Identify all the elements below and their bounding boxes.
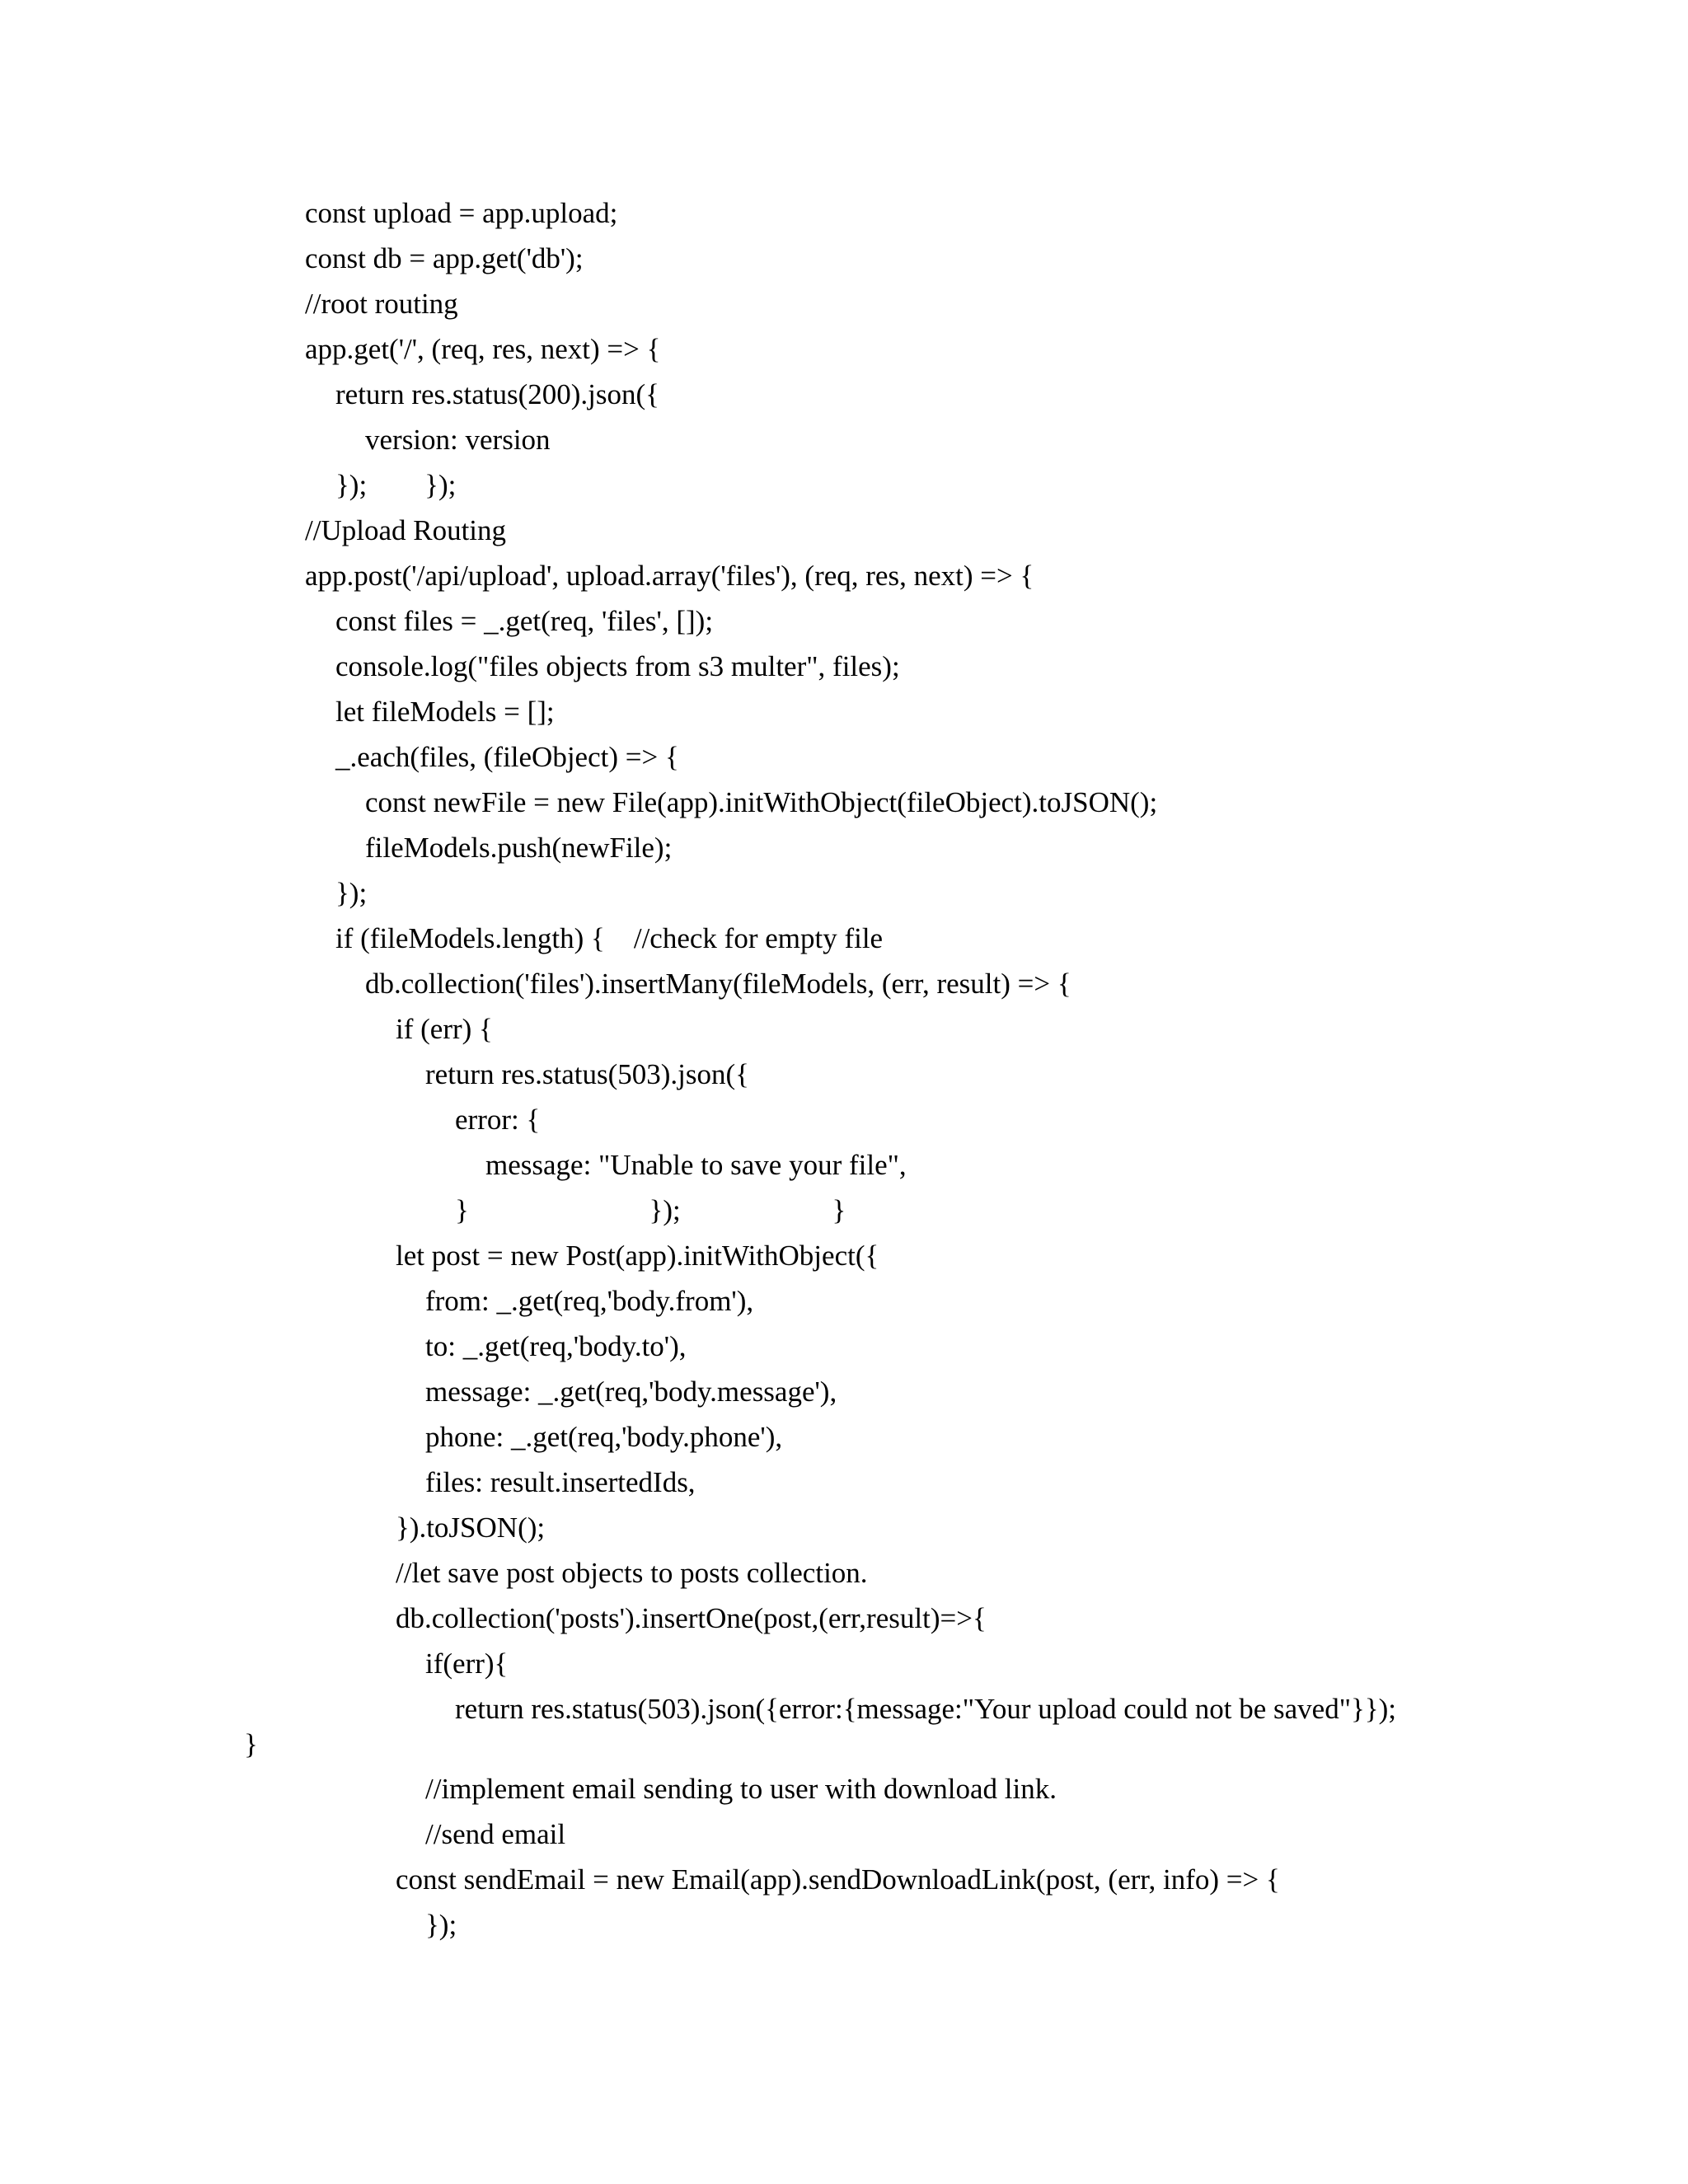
code-line: phone: _.get(req,'body.phone'), xyxy=(425,1421,783,1453)
code-line: app.get('/', (req, res, next) => { xyxy=(305,333,661,365)
code-line: } }); } xyxy=(455,1194,846,1226)
code-line: version: version xyxy=(365,424,551,456)
code-line: error: { xyxy=(455,1104,541,1136)
code-line: if(err){ xyxy=(425,1647,509,1680)
code-line: }); }); xyxy=(335,469,457,501)
code-line: const files = _.get(req, 'files', []); xyxy=(335,605,714,637)
code-line: }).toJSON(); xyxy=(396,1511,546,1544)
code-line: //let save post objects to posts collection. xyxy=(396,1557,868,1589)
code-line: return res.status(200).json({ xyxy=(335,378,659,410)
code-line: message: "Unable to save your file", xyxy=(485,1149,907,1181)
code-line: const db = app.get('db'); xyxy=(305,242,584,274)
code-line: to: _.get(req,'body.to'), xyxy=(425,1330,687,1362)
code-line: }); xyxy=(425,1909,457,1941)
code-line: const newFile = new File(app).initWithObject(fileObject).toJSON(); xyxy=(365,786,1158,818)
code-line: } xyxy=(244,1728,258,1760)
code-line: if (fileModels.length) { //check for empty file xyxy=(335,922,884,954)
code-line: //implement email sending to user with download link. xyxy=(425,1773,1057,1805)
code-line: //root routing xyxy=(305,288,458,320)
code-line: return res.status(503).json({ xyxy=(425,1058,749,1090)
code-line: console.log("files objects from s3 multer", files); xyxy=(335,650,900,682)
code-line: let post = new Post(app).initWithObject({ xyxy=(396,1240,879,1272)
code-line: from: _.get(req,'body.from'), xyxy=(425,1285,754,1317)
code-line: message: _.get(req,'body.message'), xyxy=(425,1376,837,1408)
code-line: _.each(files, (fileObject) => { xyxy=(335,741,679,773)
code-line: app.post('/api/upload', upload.array('files'), (req, res, next) => { xyxy=(305,560,1034,592)
code-line: if (err) { xyxy=(396,1013,493,1045)
code-line: db.collection('posts').insertOne(post,(err,result)=>{ xyxy=(396,1602,987,1634)
code-line: const upload = app.upload; xyxy=(305,197,618,229)
code-line: files: result.insertedIds, xyxy=(425,1466,696,1498)
code-line: const sendEmail = new Email(app).sendDownloadLink(post, (err, info) => { xyxy=(396,1863,1280,1896)
code-line: fileModels.push(newFile); xyxy=(365,832,673,864)
code-line: return res.status(503).json({error:{message:"Your upload could not be saved"}}); xyxy=(455,1693,1396,1725)
code-line: db.collection('files').insertMany(fileModels, (err, result) => { xyxy=(365,968,1071,1000)
code-line: //send email xyxy=(425,1818,566,1850)
code-line: let fileModels = []; xyxy=(335,696,555,728)
code-line: //Upload Routing xyxy=(305,514,507,546)
code-line: }); xyxy=(335,877,368,909)
